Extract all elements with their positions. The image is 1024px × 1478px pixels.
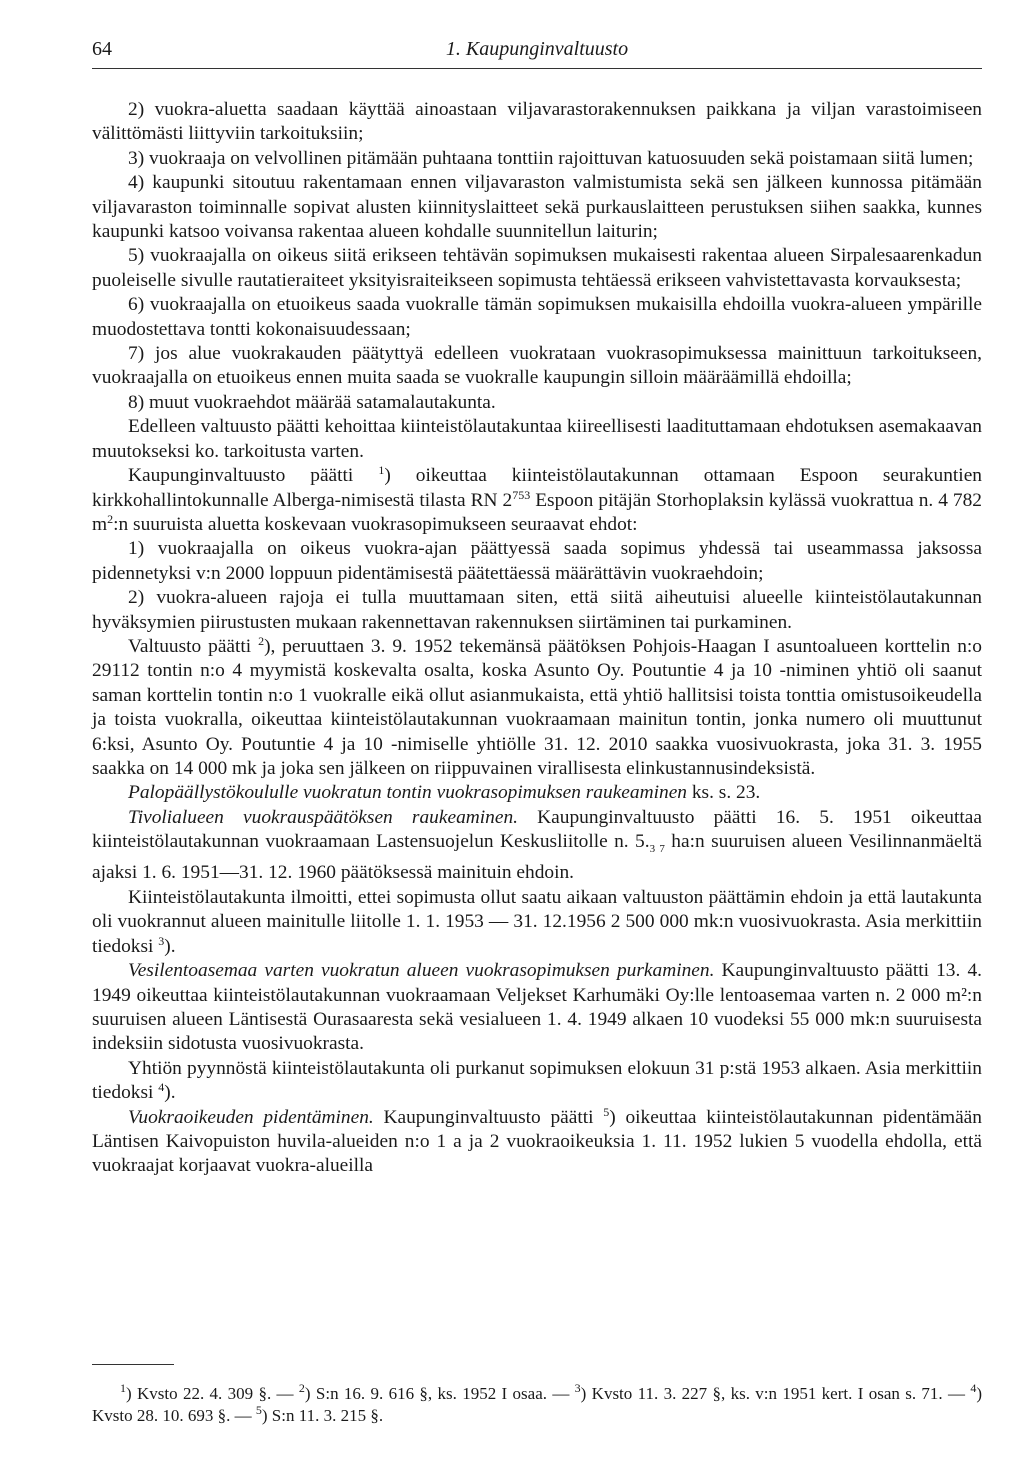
superscript: 2 [107, 511, 114, 526]
paragraph: Yhtiön pyynnöstä kiinteistölautakunta oli purkanut sopimuksen elokuun 31 p:stä 1953 alkaen. Asia merkittiin tiedoksi $^4$). [92, 1057, 982, 1104]
footnote-ref: 5 [603, 1104, 610, 1119]
footnote-ref: 1 [378, 463, 385, 478]
paragraph: Valtuusto päätti $^2$), peruuttaen 3. 9. 1952 tekemänsä päätöksen Pohjois-Haagan I asuntoalueen korttelin n:o 29112 tontin n:o 4 myymistä koskevalta osalta, koska Asunto Oy. Poutuntie 4 ja 10 -niminen yhtiö oli saanut saman korttelin tontin n:o 1 vuokralle eikä ollut asianmukaista, että yhtiö hallitsisi toista tonttia omistusoikeudella ja toista vuokralla, oikeuttaa kiinteistölautakunnan vuokraamaan mainitun tontin, jonka numero oli muuttunut 6:ksi, Asunto Oy. Poutuntie 4 ja 10 -nimiselle yhtiölle 31. 12. 2010 saakka vuosivuokrasta, joka 31. 3. 1955 saakka on 14 000 mk ja joka sen jälkeen on riippuvainen virallisesta elinkustannusindeksistä. [92, 633, 982, 779]
footnote-divider [92, 1364, 174, 1365]
subscript: 3 7 [649, 843, 665, 856]
paragraph: 4) kaupunki sitoutuu rakentamaan ennen viljavaraston valmistumista sekä sen jälkeen kunnossa pitämään viljavaraston toiminnalle sopivat alusten kiinnityslaitteet sekä purkauslaitteen perustuksen siihen saakka, kunnes kaupunki katsoo voivansa rakentaa alueen kohdalle suunnitellun laiturin; [92, 172, 982, 243]
page-header [92, 38, 982, 70]
paragraph: Vesilentoasemaa varten vuokratun alueen vuokrasopimuksen purkaminen. Kaupunginvaltuusto päätti 13. 4. 1949 oikeuttaa kiinteistölautakunnan vuokraamaan Veljekset Karhumäki Oy:lle lentoasemaa varten n. 2 000 m²:n suuruisen alueen Läntisestä Ourasaaresta sekä vesialueen 1. 4. 1949 alkaen 10 vuodeksi 55 000 mk:n suuruisesta indeksiin sidotusta vuosivuokrasta. [92, 960, 982, 1055]
paragraph: 3) vuokraaja on velvollinen pitämään puhtaana tonttiin rajoittuvan katuosuuden sekä poistamaan siitä lumen; [128, 147, 974, 169]
header-divider [92, 68, 982, 69]
superscript: 753 [512, 487, 531, 502]
footnote-ref: 3 [158, 933, 165, 948]
body-text [92, 98, 982, 1179]
section-heading: Palopäällystökoululle vuokratun tontin vuokrasopimuksen raukeaminen [128, 782, 687, 804]
paragraph: Kiinteistölautakunta ilmoitti, ettei sopimusta ollut saatu aikaan valtuuston päättämin ehdoin ja että lautakunta oli vuokrannut alueen mainitulle liitolle 1. 1. 1953 — 31. 12.1956 2 500 000 mk:n vuosivuokrasta. Asia merkittiin tiedoksi $^3$). [92, 886, 982, 957]
running-title: 1. Kaupunginvaltuusto [445, 38, 629, 60]
paragraph: 8) muut vuokraehdot määrää satamalautakunta. [128, 391, 496, 413]
paragraph: Palopäällystökoululle vuokratun tontin vuokrasopimuksen raukeaminen ks. s. 23. [128, 782, 761, 804]
paragraph: Vuokraoikeuden pidentäminen. Kaupunginvaltuusto päätti $^5$) oikeuttaa kiinteistölautakunnan pidentämään Läntisen Kaivopuiston huvila-alueiden n:o 1 a ja 2 vuokraoikeuksia 1. 11. 1952 lukien 5 vuodella ehdolla, että vuokraajat korjaavat vuokra-alueilla [92, 1104, 982, 1177]
footnote-ref: 2 [258, 633, 265, 648]
paragraph: Kaupunginvaltuusto päätti $^1$) oikeuttaa kiinteistölautakunnan ottamaan Espoon seurakuntien kirkkohallintokunnalle Alberga-nimisestä tilasta RN $2^{753}$ Espoon pitäjän Storhoplaksin kylässä vuokrattua n. 4 782 $m^2:n$ suuruista aluetta koskevaan vuokrasopimukseen seuraavat ehdot: [92, 463, 983, 535]
paragraph: 2) vuokra-alueen rajoja ei tulla muuttamaan siten, että siitä aiheutuisi alueelle kiinteistölautakunnan hyväksymien piirustusten mukaan rakennettavan rakennuksen siirtäminen tai purkaminen. [92, 587, 982, 633]
page-number: 64 [92, 38, 112, 60]
footnotes [92, 1383, 982, 1427]
paragraph: 2) vuokra-aluetta saadaan käyttää ainoastaan viljavarastorakennuksen paikkana ja viljan varastoimiseen välittömästi liittyviin tarkoituksiin; [92, 99, 982, 145]
paragraph: 7) jos alue vuokrakauden päätyttyä edelleen vuokrataan vuokrasopimuksessa mainittuun tarkoitukseen, vuokraajalla on etuoikeus ennen muita saada se vuokralle kaupungin silloin määräämillä ehdoilla; [92, 343, 982, 389]
section-heading: Tivolialueen vuokrauspäätöksen raukeaminen. [128, 806, 518, 828]
paragraph: 1) vuokraajalla on oikeus vuokra-ajan päättyessä saada sopimus yhdessä tai useammassa jaksossa pidennetyksi v:n 2000 loppuun pidentämisestä päätettäessä määrättävin vuokraehdoin; [92, 538, 982, 584]
section-heading: Vuokraoikeuden pidentäminen. [128, 1106, 374, 1128]
section-heading: Vesilentoasemaa varten vuokratun alueen vuokrasopimuksen purkaminen. [128, 960, 715, 982]
footnote-text: $^1$) Kvsto 22. 4. 309 §. — $^2$) S:n 16. 9. 616 §, ks. 1952 I osaa. — $^3$) Kvsto 11. 3. 227 §, ks. v:n 1951 kert. I osan s. 71. — $^4$) Kvsto 28. 10. 693 §. — $^5$) S:n 11. 3. 215 §. [92, 1381, 982, 1425]
paragraph: 6) vuokraajalla on etuoikeus saada vuokralle tämän sopimuksen mukaisilla ehdoilla vuokra-alueen ympärille muodostettava tontti kokonaisuudessaan; [92, 294, 982, 340]
footnote-ref: 4 [158, 1080, 165, 1095]
paragraph: Tivolialueen vuokrauspäätöksen raukeaminen. Kaupunginvaltuusto päätti 16. 5. 1951 oikeuttaa kiinteistölautakunnan vuokraamaan Lastensuojelun Keskusliitolle n. $5._{3 7}$ ha:n suuruisen alueen Vesilinnanmäeltä ajaksi 1. 6. 1951—31. 12. 1960 päätöksessä mainituin ehdoin. [92, 806, 983, 884]
paragraph: 5) vuokraajalla on oikeus siitä erikseen tehtävän sopimuksen mukaisesti rakentaa alueen Sirpalesaarenkadun puoleiselle sivulle rautatieraiteet yksityisraiteikseen sopimusta tehtäessä erikseen vahvistettavasta korvauksesta; [92, 245, 982, 291]
paragraph: Edelleen valtuusto päätti kehoittaa kiinteistölautakuntaa kiireellisesti laadituttamaan ehdotuksen asemakaavan muutokseksi ko. tarkoitusta varten. [92, 416, 982, 462]
